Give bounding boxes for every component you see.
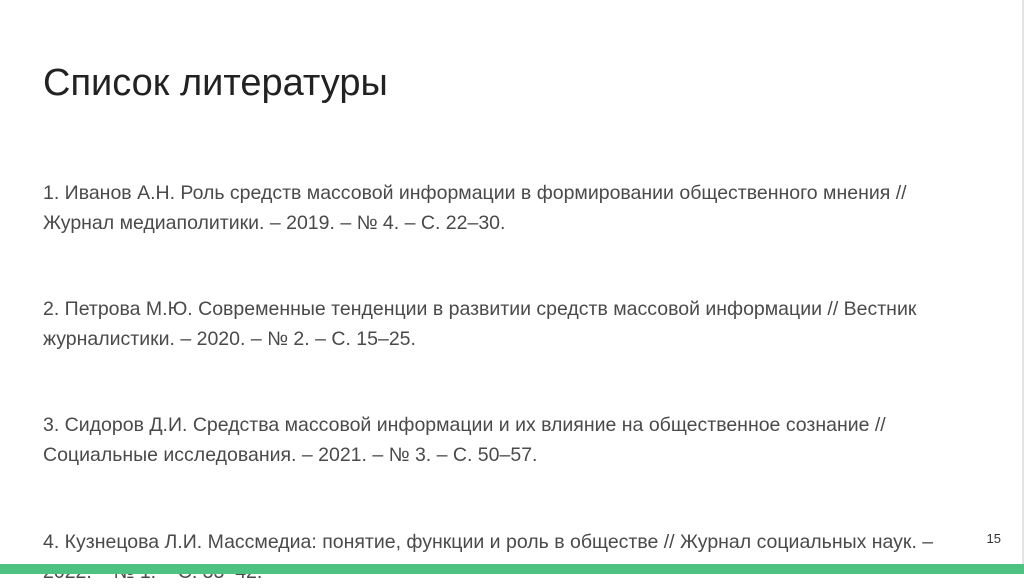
reference-item: 4. Кузнецова Л.И. Массмедиа: понятие, функции и роль в обществе // Журнал социальных наук. –	[43, 531, 934, 553]
reference-item: 3. Сидоров Д.И. Средства массовой информации и их влияние на общественное сознание // Социальные исследования. – 2021. – № 3. – С. 50–57.	[43, 414, 886, 466]
accent-bar	[0, 564, 1024, 574]
reference-item: 1. Иванов А.Н. Роль средств массовой информации в формировании общественного мнения // Журнал медиаполитики. – 2019. – № 4. – С. 22–30.	[43, 182, 907, 234]
page-number: 15	[986, 531, 1001, 546]
reference-item: 2. Петрова М.Ю. Современные тенденции в развитии средств массовой информации // Вестник журналистики. – 2020. – № 2. – С. 15–25.	[43, 298, 917, 350]
slide-title: Список литературы	[43, 62, 388, 104]
